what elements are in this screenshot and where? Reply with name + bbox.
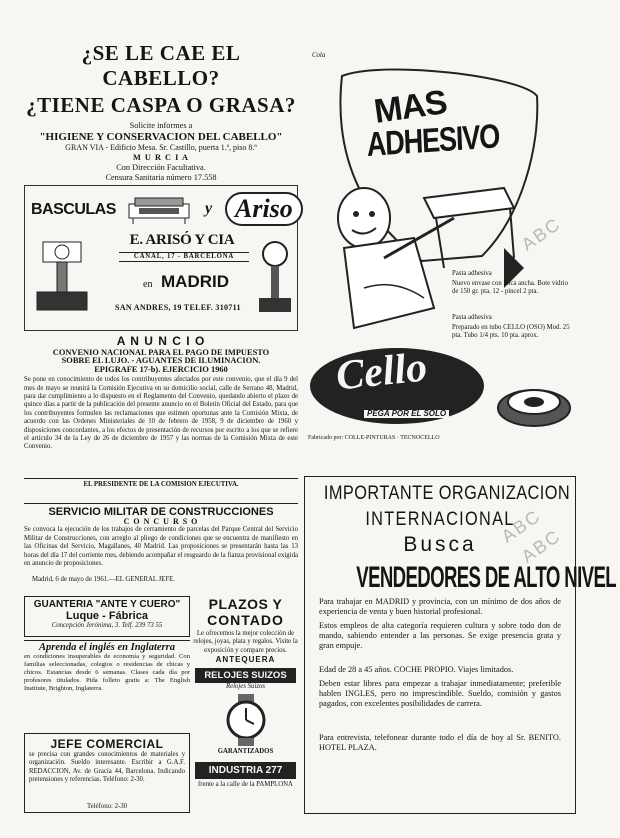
tape-dispenser-drawing (494, 368, 574, 428)
anuncio-head-3: EPIGRAFE 17-b). EJERCICIO 1960 (94, 364, 228, 374)
servicio-body: Se convoca la ejecución de los trabajos de cerramiento de parcelas del Parque Central del Servicio Militar de Construcciones, con arreglo al pliego de condiciones que se encuentra de manifiesto en las Oficinas del Servicio, Magallanes, 40 Madrid. Las proposiciones se presentarán hasta las 13 horas del día 17 del corriente mes, debiendo acompañar el resguardo de la fianza provisional exigida en anuncio de proposiciones. (24, 526, 298, 568)
ingles-body: en condiciones insuperables de economía y seguridad. Con familias seleccionadas, colegios o residencias de chicas y chicos. Estancias desde 6 semanas. Clases cada día por profesores titulados. Pida folleto gratis a: The English Institute, Brighton, Inglaterra. (24, 653, 190, 692)
guanteria-sub: Luque - Fábrica (66, 610, 148, 622)
cartoon-character-drawing (324, 178, 524, 338)
vendedores-headline: VENDEDORES DE ALTO NIVEL (356, 561, 616, 594)
cello-slogan: PEGA POR EL SOLO (364, 410, 449, 418)
basculas-firm: E. ARISÓ Y CIA (129, 232, 235, 248)
cabello-city: M U R C I A (133, 153, 189, 162)
servicio-footer: Madrid, 6 de mayo de 1961.—EL GENERAL JEFE. (32, 576, 175, 584)
mas-product-1-title: Pasta adhesiva (452, 270, 492, 277)
plazos-bottom-sub: frente a la calle de la PAMPLONA (198, 781, 293, 789)
plazos-garant: GARANTIZADOS (217, 747, 274, 755)
platform-scale-drawing (33, 234, 89, 318)
ad-anuncio (24, 334, 298, 506)
watch-drawing (216, 694, 276, 746)
guanteria-title: GUANTERIA "ANTE Y CUERO" (33, 599, 181, 610)
jefe-body: se precisa con grandes conocimientos de materiales y organización. Sueldo interesante. Escribir a G.A.F. REDACCION, Av. de Gracia 44, Barcelona. Indicando pretensiones y referencias. Teléfono: 2-30. (29, 751, 185, 784)
cabello-solicite: Solicite informes a (129, 121, 193, 130)
scale-machine-drawing (125, 194, 195, 224)
ad-guanteria (24, 596, 190, 637)
servicio-title: SERVICIO MILITAR DE CONSTRUCCIONES (48, 506, 274, 518)
basculas-y: y (205, 200, 213, 217)
mas-product-1-body: Nuevo envase con boca ancha. Bote vidrio de 150 gr. pta. 12 - pincel 2 pta. (452, 280, 569, 296)
cabello-headline-1: ¿SE LE CAE EL CABELLO? (81, 41, 241, 90)
vendedores-line-1: IMPORTANTE ORGANIZACION (323, 483, 571, 504)
watermark-2: ABC (497, 505, 545, 547)
mas-footer: Fabricado por: COLLE-PINTURAS · TECNOCELLO (308, 435, 440, 441)
plazos-bottom-banner: INDUSTRIA 277 (195, 762, 296, 779)
anuncio-title: A N U N C I O (116, 334, 206, 348)
watermark-3: ABC (517, 525, 565, 567)
mas-headline-1: MAS (371, 83, 449, 131)
jefe-title: JEFE COMERCIAL (50, 737, 164, 751)
cabello-address: GRAN VIA - Edificio Mesa. Sr. Castillo, puerta 1.ª, piso 8.º (65, 143, 257, 152)
ad-servicio-militar (24, 503, 298, 593)
basculas-address-2: SAN ANDRES, 19 TELEF. 310711 (115, 303, 241, 312)
cabello-censura: Censura Sanitaria número 17.558 (105, 173, 217, 182)
ad-plazos (193, 596, 298, 821)
guanteria-line: Concepción Jerónima, 3. Telf. 239 73 55 (51, 622, 163, 629)
plazos-reloj-banner: RELOJES SUIZOS (195, 668, 296, 683)
ad-basculas (24, 185, 298, 331)
mas-headline-2: ADHESIVO (366, 117, 500, 164)
cello-logo-text: Cello (333, 344, 430, 400)
cabello-headline-2: ¿TIENE CASPA O GRASA? (26, 93, 296, 117)
mas-product-2-body: Preparado en tubo CELLO (OSO) Mod. 25 pta. Tubo 1/4 pts. 10 pta. aprox. (452, 324, 570, 340)
plazos-title-2: CONTADO (207, 612, 284, 628)
ad-mas-adhesivo (304, 48, 576, 476)
anuncio-head-1: CONVENIO NACIONAL PARA EL PAGO DE IMPUESTO (52, 348, 270, 357)
basculas-address-1: CANAL, 17 - BARCELONA (119, 252, 249, 262)
ad-ingles (24, 640, 190, 708)
anuncio-head-2: SOBRE EL LUJO. - AGUANTES DE ILUMINACION. (61, 356, 261, 366)
watermark-1: ABC (517, 213, 565, 255)
vendedores-p5: Para entrevista, telefonear durante todo el día de hoy al Sr. BENITO. HOTEL PLAZA. (319, 733, 561, 752)
vendedores-line-2: INTERNACIONAL (365, 509, 515, 530)
vendedores-busca: Busca (403, 533, 477, 556)
vendedores-p2: Estos empleos de alta categoría requieren cultura y sobre todo don de mando, sabiendo entender a las personas. Se exige presencia grata y gran empuje. (319, 621, 561, 650)
basculas-en: en (143, 279, 153, 290)
vendedores-p4: Deben estar libres para empezar a trabajar inmediatamente; preferible hablen INGLES, pero no imprescindible. Sueldo, comisión y gastos pagados, con excelentes posibilidades de carrera. (319, 679, 561, 708)
basculas-brand: Ariso (225, 192, 303, 226)
plazos-body: Le ofrecemos la mejor colección de relojes, joyas, plata y regalos. Visite la exposición y compare precios. (193, 630, 298, 654)
cabello-entity: "HIGIENE Y CONSERVACION DEL CABELLO" (39, 131, 283, 143)
anuncio-signature: EL PRESIDENTE DE LA COMISION EJECUTIVA. (83, 481, 239, 489)
vendedores-p3: Edad de 28 a 45 años. COCHE PROPIO. Viajes limitados. (319, 665, 514, 674)
servicio-subtitle: C O N C U R S O (123, 517, 199, 526)
basculas-word: BASCULAS (31, 201, 116, 218)
plazos-store: ANTEQUERA (215, 655, 276, 665)
ad-jefe-comercial (24, 733, 190, 813)
anuncio-body: Se pone en conocimiento de todos los contribuyentes afectados por este convenio, que el día 9 del mes de mayo se reunirá la Comisión Ejecutiva en su domicilio social, calle de Serrano 48, Madrid, para dar cumplimiento a lo dispuesto en el Reglamento del Convenio, quedando abierto el plazo de quince días a partir de la publicación del presente anuncio en el Boletín Oficial del Estado, para que los contribuyentes formulen las reclamaciones que estimen oportunas ante la Comisión Mixta, de acuerdo con las Ordenes Ministeriales de 10 de febrero de 1958, 9 de diciembre de 1960 y disposiciones concordantes, a los efectos de presentación de recursos por escrito a los que se refiere el artículo 34 de la Ley de 26 de diciembre de 1957 y las normas de la Comisión Mixta de este Convenio. (24, 376, 298, 451)
ingles-title: Aprenda el inglés en Inglaterra (39, 642, 175, 653)
mas-product-2-title: Pasta adhesiva (452, 314, 492, 321)
plazos-reloj-sub: Relojes Suizos (225, 683, 266, 691)
mas-brandmark: Cola (312, 52, 326, 59)
plazos-title-1: PLAZOS Y (208, 596, 283, 612)
ad-cabello (22, 33, 300, 182)
cabello-direccion: Con Dirección Facultativa. (116, 163, 206, 172)
vendedores-p1: Para trabajar en MADRID y provincia, con un mínimo de dos años de experiencia de venta y buen historial profesional. (319, 597, 561, 616)
jefe-ref: Teléfono: 2-30 (86, 803, 128, 810)
basculas-city: MADRID (161, 272, 229, 291)
